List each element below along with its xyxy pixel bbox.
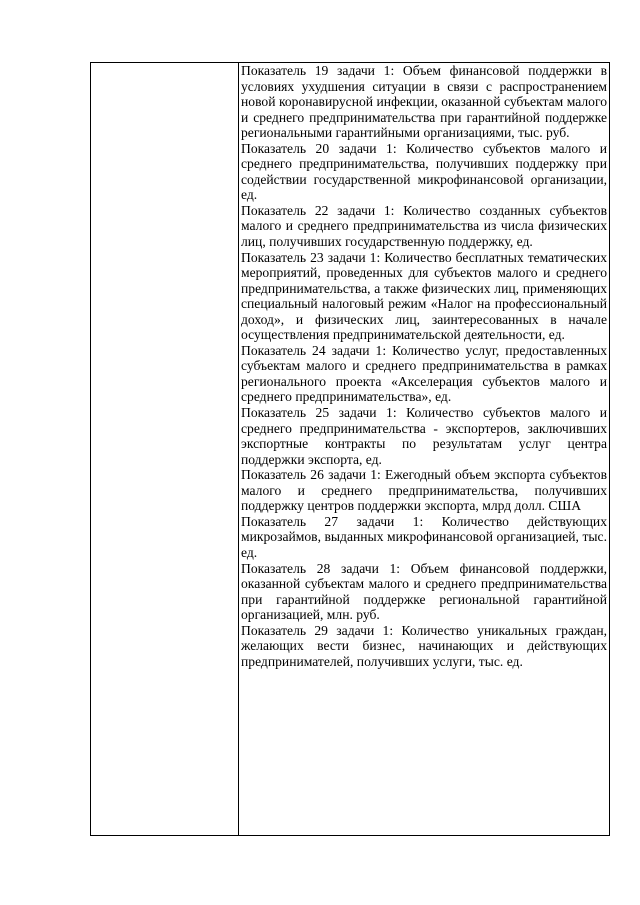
document-table	[90, 62, 610, 836]
indicator-19: Показатель 19 задачи 1: Объем финансовой поддержки в условиях ухудшения ситуации в связи с распространением новой коронавирусной инфекции, оказанной субъектам малого и среднего предпринимательства при гарантийной поддержке региональными гарантийными организациями, тыс. руб.	[241, 63, 607, 141]
indicator-28: Показатель 28 задачи 1: Объем финансовой поддержки, оказанной субъектам малого и среднего предпринимательства при гарантийной поддержке региональной гарантийной организацией, млн. руб.	[241, 560, 607, 623]
table-row	[91, 63, 610, 836]
indicator-25: Показатель 25 задачи 1: Количество субъектов малого и среднего предпринимательства - экспортеров, заключивших экспортные контракты по результатам услуг центра поддержки экспорта, ед.	[241, 405, 607, 467]
empty-left-cell	[91, 63, 239, 836]
indicator-27: Показатель 27 задачи 1: Количество действующих микрозаймов, выданных микрофинансовой организацией, тыс. ед.	[241, 513, 607, 560]
indicator-29: Показатель 29 задачи 1: Количество уникальных граждан, желающих вести бизнес, начинающих и действующих предпринимателей, получивших услуги, тыс. ед.	[241, 622, 607, 669]
indicator-23: Показатель 23 задачи 1: Количество бесплатных тематических мероприятий, проведенных для субъектов малого и среднего предпринимательства, а также физических лиц, применяющих специальный налоговый режим «Налог на профессиональный доход», и физических лиц, заинтересованных в начале осуществления предпринимательской деятельности, ед.	[241, 249, 607, 343]
indicator-24: Показатель 24 задачи 1: Количество услуг, предоставленных субъектам малого и среднего предпринимательства в рамках регионального проекта «Акселерация субъектов малого и среднего предпринимательства», ед.	[241, 342, 607, 405]
indicator-26: Показатель 26 задачи 1: Ежегодный объем экспорта субъектов малого и среднего предпринимательства, получивших поддержку центров поддержки экспорта, млрд долл. США	[241, 467, 607, 514]
indicator-22: Показатель 22 задачи 1: Количество созданных субъектов малого и среднего предпринимательства из числа физических лиц, получивших государственную поддержку, ед.	[241, 202, 607, 250]
indicator-20: Показатель 20 задачи 1: Количество субъектов малого и среднего предпринимательства, получивших поддержку при содействии государственной микрофинансовой организации, ед.	[241, 140, 607, 203]
indicators-cell	[239, 63, 610, 836]
